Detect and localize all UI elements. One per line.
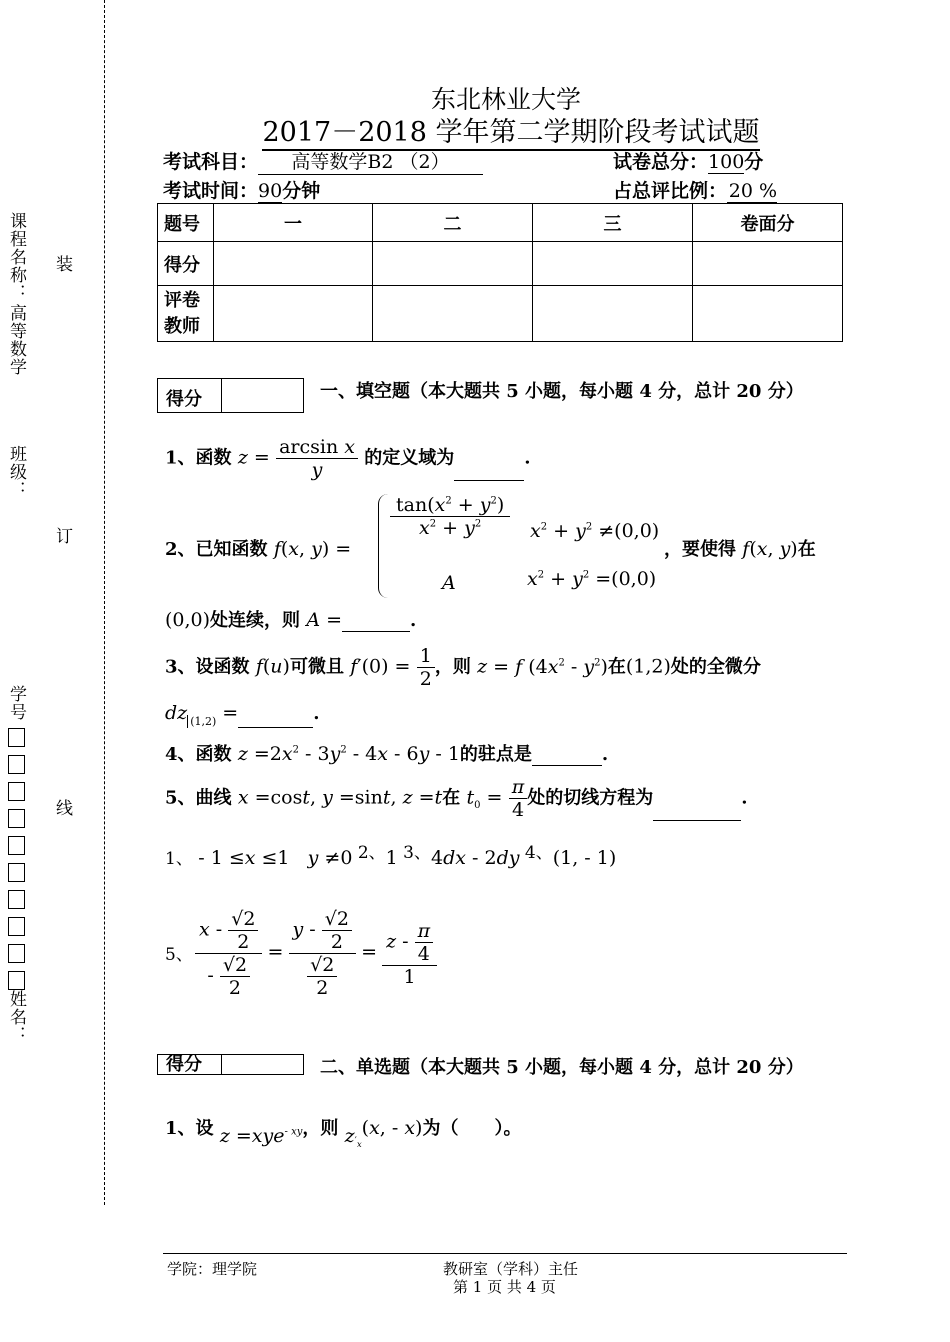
total-score-row: 试卷总分：100分 [613, 151, 764, 173]
id-digit-box[interactable] [8, 728, 25, 747]
seal-char-1: 装 [56, 255, 73, 275]
piecewise-case-1: $\frac{\tan(x^2 + y^2)}{x^2 + y^2}$ [390, 494, 510, 539]
university-name: 东北林业大学 [430, 85, 581, 114]
score-cell[interactable] [693, 242, 843, 286]
answer-5-label: 5、 [165, 945, 193, 965]
piecewise-case-2: A [442, 572, 456, 594]
id-digit-box[interactable] [8, 863, 25, 882]
question-3: 3、设函数 f(u)可微且 f′(0) = $\frac{1}{2}$ ，则 z = f $(4x^2 - y^2)$在(1,2)处的全微分 [165, 645, 761, 690]
grader-cell[interactable] [533, 286, 693, 342]
grader-cell[interactable] [214, 286, 373, 342]
section1-title: 一、填空题（本大题共 5 小题，每小题 4 分，总计 20 分） [320, 381, 804, 402]
score-cell[interactable] [214, 242, 373, 286]
footer-page-number: 第 1 页 共 4 页 [453, 1278, 556, 1296]
seal-char-2: 订 [56, 527, 73, 547]
id-digit-box[interactable] [8, 890, 25, 909]
question-4: 4、函数 $z =2x^2 - 3y^2 - 4x - 6y - 1$的驻点是 . [165, 743, 609, 765]
col-header: 卷面分 [693, 204, 843, 242]
section2-score-box[interactable] [157, 1054, 304, 1075]
section1-score-box[interactable] [157, 378, 304, 413]
question-5: 5、曲线 x =cost, y =sint, z =t在 $t_0$ = $\frac{\pi}{4}$ 处的切线方程为 . [165, 776, 748, 821]
binding-dashed-line [104, 0, 105, 1205]
time-row: 考试时间：90分钟 [163, 180, 321, 202]
seal-char-3: 线 [56, 799, 73, 819]
id-digit-box[interactable] [8, 782, 25, 801]
id-digit-box[interactable] [8, 809, 25, 828]
col-header: 三 [533, 204, 693, 242]
footer-director: 教研室（学科）主任 [443, 1260, 579, 1278]
student-id-boxes [8, 728, 26, 998]
subject-row: 考试科目： 高等数学B2 （2） [163, 147, 483, 175]
score-cell[interactable] [373, 242, 533, 286]
col-header: 一 [214, 204, 373, 242]
piecewise-cond-1: $x^2 + y^2 \ne(0,0)$ [530, 520, 660, 542]
ratio-row: 占总评比例：20 % [613, 180, 778, 202]
id-digit-box[interactable] [8, 755, 25, 774]
id-digit-box[interactable] [8, 971, 25, 990]
grader-cell[interactable] [693, 286, 843, 342]
id-digit-box[interactable] [8, 944, 25, 963]
class-label: 班级： [6, 445, 26, 499]
question-2: 2、已知函数 f(x, y) = [165, 538, 352, 560]
question-3-line2: dz $_{(1,2)}$ = . [165, 702, 320, 728]
row-label-grader: 评卷教师 [158, 286, 214, 342]
exam-title: 2017－2018 学年第二学期阶段考试试题 [0, 110, 950, 151]
name-label: 姓名： [6, 990, 26, 1044]
question-2-tail: ，要使得 f(x, y)在 [664, 538, 816, 560]
piecewise-cond-2: $x^2 + y^2 =(0,0)$ [527, 568, 657, 590]
col-header: 题号 [158, 204, 214, 242]
score-cell[interactable] [533, 242, 693, 286]
section2-title: 二、单选题（本大题共 5 小题，每小题 4 分，总计 20 分） [320, 1057, 804, 1078]
student-id-label: 学号 [6, 685, 26, 721]
question-1: 1、函数 z = $\frac{\text{arcsin x}}{y}$ 的定义域为 . [165, 436, 531, 481]
course-name-value: 高等数学 [6, 304, 26, 376]
id-digit-box[interactable] [8, 917, 25, 936]
question-2-line2: (0,0)处连续，则 A = . [165, 609, 417, 631]
footer-college: 学院：理学院 [167, 1260, 258, 1278]
id-digit-box[interactable] [8, 836, 25, 855]
score-box-label: 得分 [158, 1055, 222, 1074]
course-name-label: 课程名称： [6, 212, 26, 302]
col-header: 二 [373, 204, 533, 242]
s2-question-1: 1、设 z =xye$^{- xy}$，则 $z_{'_x}(x$, - x)为（ ）。 [165, 1117, 522, 1149]
subject-value: 高等数学B2 （2） [258, 147, 483, 175]
row-label-score: 得分 [158, 242, 214, 286]
score-box-label: 得分 [158, 379, 222, 412]
page-footer [163, 1253, 847, 1296]
grader-cell[interactable] [373, 286, 533, 342]
answers-line: 1、 - 1 ≤x ≤1 y ≠0 2、1 3、4dx - 2dy 4、(1, - 1) [165, 843, 617, 869]
score-table [157, 203, 843, 342]
answer-5-equation: x - $\frac{√2}{2}$ - $\frac{√2}{2}$ = y - $\frac{√2}{2}$ $\frac{√2}{2}$ = z - $\frac{\pi}{4}$ 1 [195, 908, 437, 999]
